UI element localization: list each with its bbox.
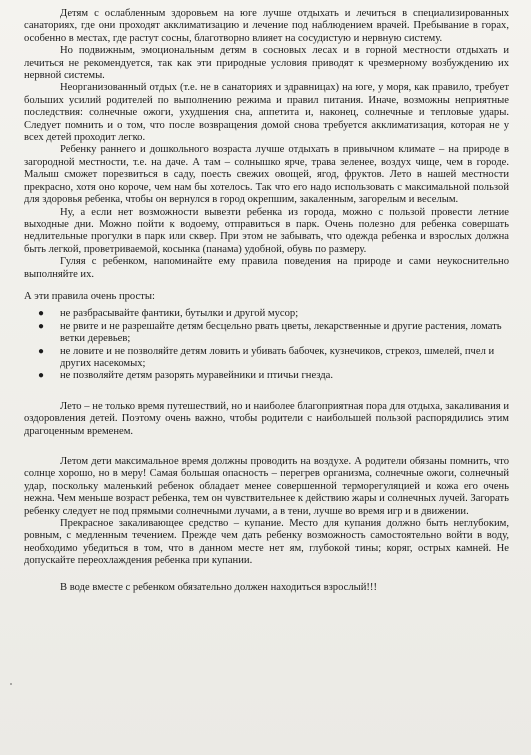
paragraph-summer-importance: Лето – не только время путешествий, но и наиболее благоприятная пора для отдыха, закаливания и оздоровления детей. Поэтому очень важно, чтобы родители с наибольшей пользой распорядились этим драгоценным временем. [24, 400, 509, 437]
paragraph-active-children: Но подвижным, эмоциональным детям в сосновых лесах и в горной местности отдыхать и лечиться не рекомендуется, так как эти природные условия приводят к чрезмерному возбуждению их нервной системы. [24, 45, 509, 82]
paragraph-country-rest: Ребенку раннего и дошкольного возраста лучше отдыхать в привычном климате – на природе в загородной местности, т.е. на даче. А там – солнышко ярче, трава зеленее, воздух чище, чем в городе. Малыш сможет порезвиться в саду, поесть свежих овощей, ягод, фруктов. Лето в нашей местности прекрасно, хотя оно короче, чем нам бы хотелось. Так что его надо использовать с максимальной пользой для здоровья ребенка, чтобы он вернулся в город окрепшим, закаленным, загорелым и веселым. [24, 144, 509, 206]
rules-list [24, 308, 509, 382]
rule-text: не разбрасывайте фантики, бутылки и другой мусор; [60, 308, 299, 320]
rule-item [38, 370, 509, 382]
paragraph-bathing: Прекрасное закаливающее средство – купание. Место для купания должно быть неглубоким, ровным, с медленным течением. Прежде чем дать ребенку возможность самостоятельно войти в воду, необходимо убедиться в том, что в данном месте нет ям, глубокой тины; коряг, острых камней. Не допускайте переохлаждения ребенка при купании. [24, 518, 509, 567]
paragraph-nature-rules: Гуляя с ребенком, напоминайте ему правила поведения на природе и сами неукоснительно выполняйте их. [24, 256, 509, 280]
rule-item [38, 308, 509, 320]
bullet-icon: ● [38, 370, 45, 382]
rule-text: не рвите и не разрешайте детям бесцельно рвать цветы, лекарственные и другие растения, ломать ветки деревьев; [60, 320, 502, 345]
rule-text: не позволяйте детям разорять муравейники и птичьи гнезда. [60, 370, 334, 382]
rule-text: не ловите и не позволяйте детям ловить и убивать бабочек, кузнечиков, стрекоз, шмелей, пчел и других насекомых; [60, 345, 495, 369]
bullet-icon: ● [38, 308, 45, 320]
paragraph-sun-safety: Летом дети максимальное время должны проводить на воздухе. А родители обязаны помнить, что солнце хорошо, но в меру! Самая большая опасность – перегрев организма, солнечные ожоги, солнечный удар, поскольку маленький ребенок обладает менее совершенной терморегуляцией и кожа его очень нежна. Чем меньше возраст ребенка, тем он чувствительнее к действию жары и солнечных лучей. Загорать ребенку следует не под прямыми солнечными лучами, а в тени, лучше во время игр и в движении. [24, 456, 509, 517]
rule-item [38, 320, 509, 346]
paragraph-unorganized-rest: Неорганизованный отдых (т.е. не в санаториях и здравницах) на юге, у моря, как правило, требует больших усилий родителей по выполнению режима и правил питания. Иначе, возможны неприятные последствия: солнечные ожоги, ухудшения сна, аппетита и, наконец, солнечные и тепловые удары. Следует помнить и о том, что после возвращения домой снова требуется акклиматизация, которая не у всех детей проходит легко. [24, 82, 509, 144]
paragraph-sanatoriums: Детям с ослабленным здоровьем на юге лучше отдыхать и лечиться в специализированных санаториях, где они проходят акклиматизацию и лечение под наблюдением врачей. Пребывание в горах, особенно в местах, где растут сосны, благотворно влияет на сосудистую и нервную систему. [24, 8, 509, 44]
scan-speck [10, 683, 12, 685]
bullet-icon: ● [38, 345, 45, 357]
rule-item [38, 345, 509, 371]
paragraph-city-weekends: Ну, а если нет возможности вывезти ребенка из города, можно с пользой провести летние выходные дни. Можно пойти к водоему, отправиться в парк. Очень полезно для ребенка совершать недлительные прогулки в парк или сквер. При этом не забывать, что одежда ребенка и взрослых должна быть легкой, проветриваемой, косынка (панама) удобной, обувь по размеру. [24, 206, 509, 255]
bullet-icon: ● [38, 320, 45, 332]
rules-intro: А эти правила очень просты: [24, 290, 155, 302]
paragraph-adult-supervision: В воде вместе с ребенком обязательно должен находиться взрослый!!! [60, 581, 377, 593]
